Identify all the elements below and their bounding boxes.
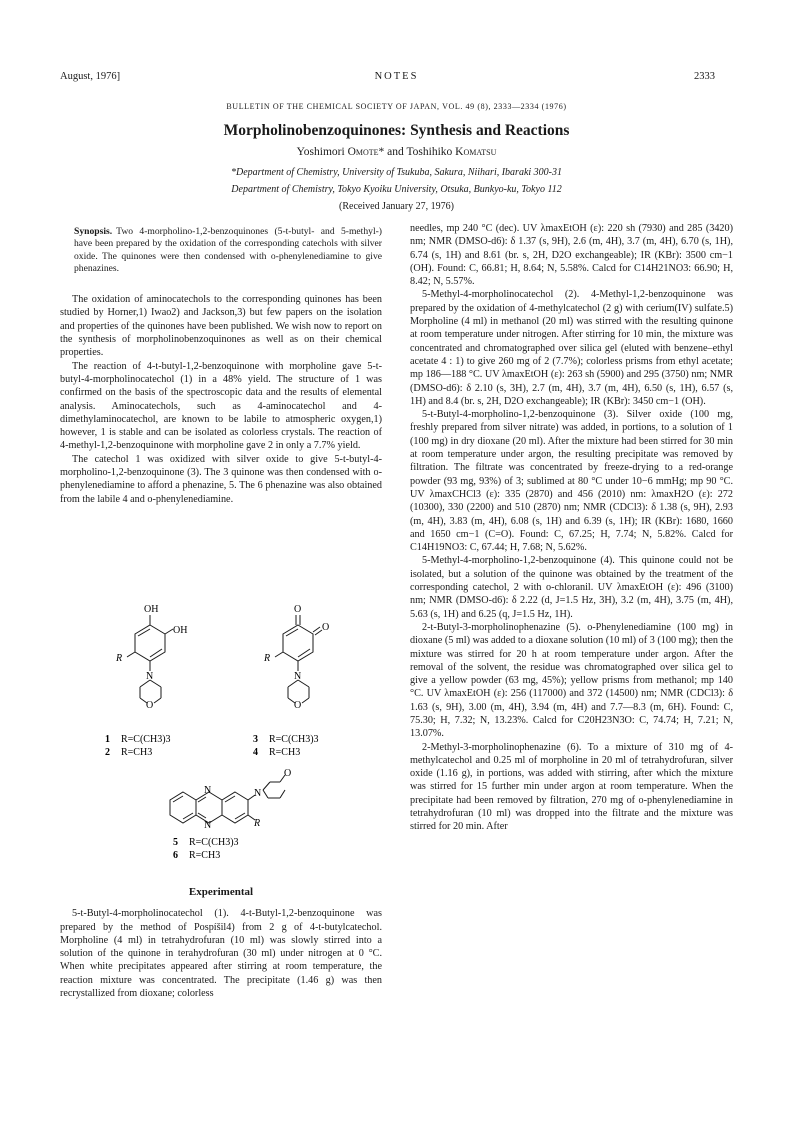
phenazine-n-top: N [204, 785, 212, 796]
procedure-compound-6: 2-Methyl-3-morpholinophenazine (6). To a mixture of 310 mg of 4-methylcatechol and 0.25 ml of morpholine in 20 ml of tetrahydrofuran, silver oxide (1.16 g), in portions, was added with stirring, after which the mixture was stirred for 15 further min under argon at room temperature. When the precipitate had been removed by filtration, 270 mg of o-phenylenediamine in tetrahydrofuran (10 ml) was dropped into the filtrate and the mixture was stirred for 20 min. After [410, 741, 733, 833]
running-header-center: NOTES [374, 71, 419, 82]
oh-side-label: OH [173, 625, 188, 636]
synopsis [74, 226, 382, 275]
author-1-family: Omote [347, 146, 379, 158]
catechol-diagram [105, 595, 255, 765]
intro-paragraph-3: The catechol 1 was oxidized with silver oxide to give 5-t-butyl-4-morpholino-1,2-benzoquinone (3). The 3 quinone was then condensed with o-phenylenediamine to afford a phenazine, 5. The 6 phenazine was also obtained from the labile 4 and o-phenylenediamine. [60, 453, 382, 505]
received-date: (Received January 27, 1976) [339, 201, 454, 212]
structure-phenazine [158, 762, 358, 864]
author-1-mark: * [378, 146, 385, 158]
intro-paragraph-2: The reaction of 4-t-butyl-1,2-benzoquinone with morpholine gave 5-t-butyl-4-morpholinocatechol (1) in a 48% yield. The structure of 1 was confirmed on the basis of the spectroscopic data and the results of elemental analysis. Aminocatechols, such as 4-aminocatechol and 4-dimethylaminocatechol, are known to be labile to atmospheric oxygen,1) however, 1 is stable and can be isolated as colorless crystals. The reaction of 4-methyl-1,2-benzoquinone with morpholine gave 2 in only a 7.7% yield. [60, 360, 382, 452]
bulletin-line: BULLETIN OF THE CHEMICAL SOCIETY OF JAPAN, VOL. 49 (8), 2333—2334 (1976) [226, 102, 567, 111]
author-conj: and Toshihiko [384, 146, 456, 158]
compound-3-number: 3 [253, 734, 258, 745]
o-label: O [294, 700, 302, 711]
compound-3-r: R=C(CH3)3 [269, 734, 319, 745]
compound-5-number: 5 [173, 837, 178, 848]
compound-1-data: needles, mp 240 °C (dec). UV λmaxEtOH (ε): 220 sh (7930) and 285 (3420) nm; NMR (DMSO-d6): δ 1.37 (s, 9H), 2.6 (m, 4H), 3.7 (m, 4H), 6.70 (s, 1H), 6.74 (s, 1H) and 8.61 (br. s, 2H, D2O exchangeable); IR (KBr): 3500 cm−1 (OH). Found: C, 66.81; H, 8.64; N, 5.58%. Calcd for C14H21NO3: 66.90; H, 8.42; N, 5.57%. [410, 223, 733, 288]
phenazine-diagram [158, 762, 358, 864]
left-column [60, 226, 382, 506]
n-label: N [146, 671, 154, 682]
author-2-family: Komatsu [455, 146, 497, 158]
procedure-compound-1: 5-t-Butyl-4-morpholinocatechol (1). 4-t-Butyl-1,2-benzoquinone was prepared by the method of Pospíšil4) from 2 g of 4-t-butylcatechol. Morpholine (4 ml) in tetrahydrofuran (10 ml) was slowly stirred into a solution of the quinone in terahydrofuran (30 ml) under nitrogen at 0 °C. When white precipitates appeared after stirring at room temperature, the reaction mixture was concentrated. The precipitate (1.46 g) was then recrystallized from dioxane; colorless [60, 908, 382, 1000]
authors [0, 146, 793, 158]
procedure-compound-3: 5-t-Butyl-4-morpholino-1,2-benzoquinone (3). Silver oxide (100 mg, freshly prepared from silver nitrate) was added, in portions, to a solution of 1 (100 mg) in dry dioxane (20 ml). After the mixture had been stirred for 30 min at room temperature under argon, the resulting precipitate was removed by filtration. The filtrate was concentrated by freeze-drying to a red-orange powder (93 mg, 93%) of 3; sublimed at 80 °C under 10−6 mmHg; mp 90 °C. UV λmaxCHCl3 (ε): 335 (2870) and 456 (2010) nm: λmaxH2O (ε): 272 (10300), 330 (2200) and 510 (2870) nm; NMR (CDCl3): δ 1.38 (s, 9H), 2.93 (m, 4H), 3.83 (m, 4H), 6.08 (s, 1H) and 6.39 (s, 1H); IR (KBr): 1680, 1660 and 1650 cm−1 (C=O). Found: C, 67.25; H, 7.74; N, 5.82%. Calcd for C14H19NO3: C, 67.44; H, 7.68; N, 5.62%. [410, 409, 733, 554]
compound-1-number: 1 [105, 734, 110, 745]
procedure-compound-4: 5-Methyl-4-morpholino-1,2-benzoquinone (4). This quinone could not be isolated, but a solution of the quinone was obtained by the treatment of the corresponding catechol, 2 with o-chloranil. UV λmaxEtOH (ε): 496 (3100) nm; NMR (DMSO-d6): δ 2.22 (d, J=1.5 Hz, 3H), 3.2 (m, 4H), 3.75 (m, 4H), 5.63 (s, 1H) and 6.25 (q, J=1.5 Hz, 1H). [410, 555, 733, 620]
compound-4-number: 4 [253, 747, 258, 758]
oh-top-label: OH [144, 604, 159, 615]
compound-5-r: R=C(CH3)3 [189, 837, 239, 848]
author-1-given: Yoshimori [296, 146, 348, 158]
compound-4-r: R=CH3 [269, 747, 301, 758]
page-number: 2333 [694, 71, 715, 82]
affiliation-1: *Department of Chemistry, University of Tsukuba, Sakura, Niihari, Ibaraki 300-31 [230, 167, 562, 178]
right-column [410, 222, 733, 834]
phenazine-n-bottom: N [204, 820, 212, 831]
o-top-label: O [294, 604, 302, 615]
intro-paragraph-1: The oxidation of aminocatechols to the corresponding quinones has been studied by Horner,1) Iwao2) and Jackson,3) but few papers on the isolation and properties of the quinones have been published. We wish now to report on the synthesis of morpholinobenzoquinones as well as on their chemical properties. [60, 294, 382, 359]
left-experimental [60, 880, 382, 1000]
morpholine-n: N [254, 788, 262, 799]
n-label: N [294, 671, 302, 682]
compound-6-number: 6 [173, 850, 178, 861]
o-label: O [146, 700, 154, 711]
procedure-compound-5: 2-t-Butyl-3-morpholinophenazine (5). o-Phenylenediamine (100 mg) in dioxane (5 ml) was added to a dioxane solution (10 ml) of 3 (100 mg); then the mixture was stirred for 20 h at room temperature under argon. After the removal of the solvent, the residue was chromatographed over silica gel to give a yellow powder (63 mg, 45%); yellow prisms from methanol; mp 140 °C. UV λmaxEtOH (ε): 256 (117000) and 372 (14500) nm; NMR (CDCl3): δ 1.63 (s, 9H), 3.00 (m, 4H), 3.94 (m, 4H) and 7.7—8.3 (m, 6H). Found: C, 75.30; H, 7.32; N, 13.23%. Calcd for C20H23N3O: C, 74.74; H, 7.21; N, 13.07%. [410, 621, 733, 740]
r-label: R [254, 818, 261, 829]
o-side-label: O [322, 622, 330, 633]
paper-title: Morpholinobenzoquinones: Synthesis and Reactions [223, 122, 570, 139]
experimental-heading: Experimental [188, 886, 254, 898]
compound-2-number: 2 [105, 747, 110, 758]
morpholine-o: O [284, 768, 292, 779]
structure-catechol [105, 595, 255, 765]
synopsis-label: Synopsis. [74, 226, 113, 237]
r-label: R [264, 653, 271, 664]
running-header-left: August, 1976] [60, 71, 121, 82]
r-label: R [116, 653, 123, 664]
affiliation-2: Department of Chemistry, Tokyo Kyoiku University, Otsuka, Bunkyo-ku, Tokyo 112 [231, 184, 562, 195]
structure-quinone [253, 595, 403, 765]
compound-2-r: R=CH3 [121, 747, 153, 758]
synopsis-text: Two 4-morpholino-1,2-benzoquinones (5-t-butyl- and 5-methyl-) have been prepared by the oxidation of the corresponding catechols with silver oxide. The quinones were then condensed with o-phenylenediamine to give phenazines. [74, 226, 382, 274]
compound-1-r: R=C(CH3)3 [121, 734, 171, 745]
procedure-compound-2: 5-Methyl-4-morpholinocatechol (2). 4-Methyl-1,2-benzoquinone was prepared by the oxidation of 4-methylcatechol (2 g) with cerium(IV) sulfate.5) Morpholine (4 ml) in methanol (20 ml) was stirred with the resulting quinone at room temperature under nitrogen. After stirring for 10 min, the mixture was concentrated and chromatographed over silica gel (eluted with benzene–ethyl acetate 4 : 1) to give 260 mg of 2 (7.7%); colorless prisms from ethyl acetate; mp 186—188 °C. UV λmaxEtOH (ε): 263 sh (5900) and 295 (3750) nm; NMR (DMSO-d6): δ 2.10 (s, 3H), 2.7 (m, 4H), 3.7 (m, 4H), 6.50 (s, 1H), 6.57 (s, 1H) and 8.4 (br. s, 2H, D2O exchangeable); IR (KBr): 3450 cm−1 (OH). [410, 289, 733, 407]
compound-6-r: R=CH3 [189, 850, 221, 861]
quinone-diagram [253, 595, 403, 765]
